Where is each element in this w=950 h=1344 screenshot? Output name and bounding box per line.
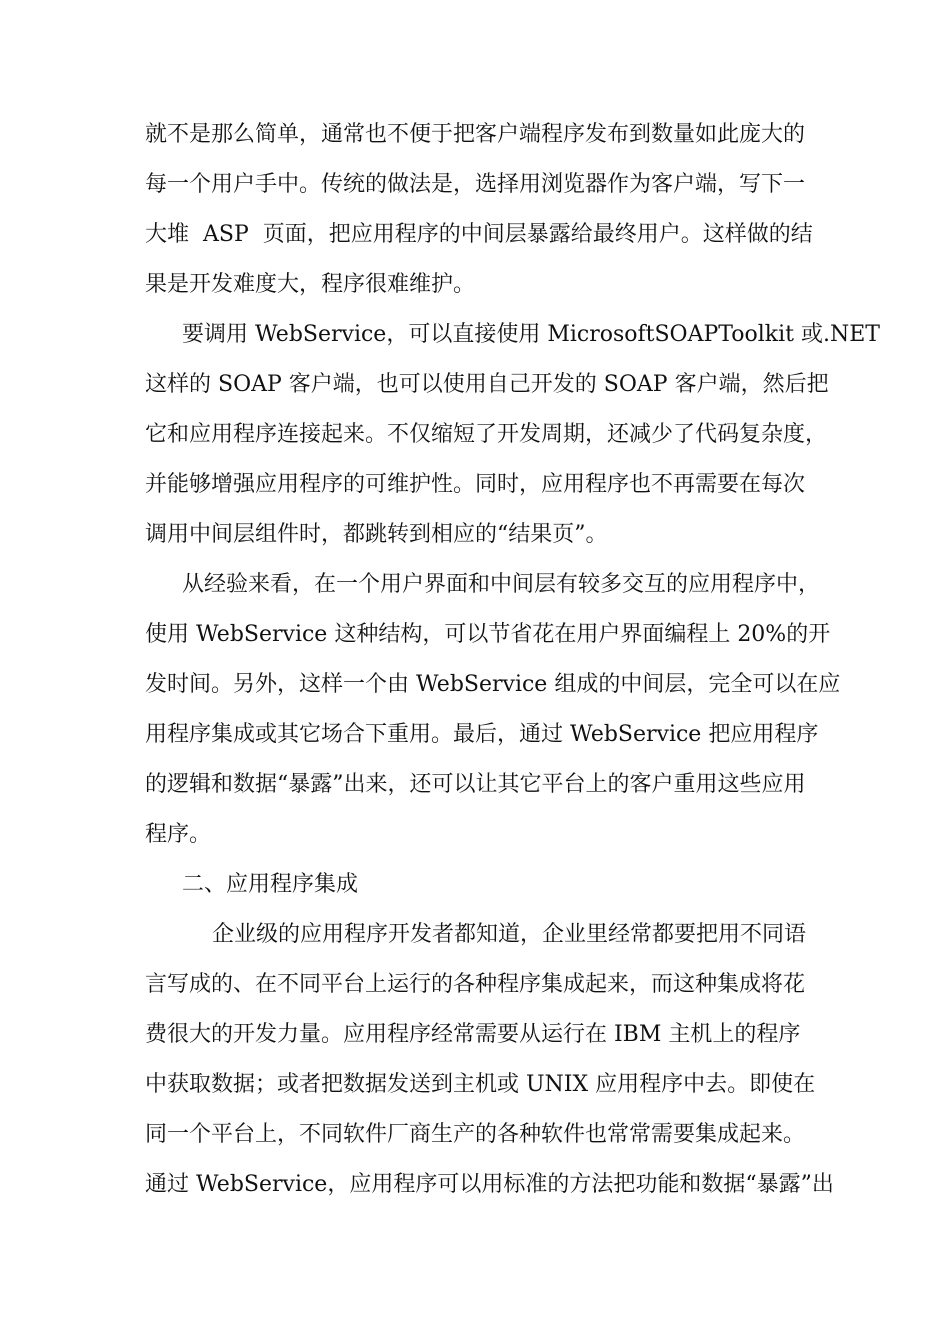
text-line-17: 企业级的应用程序开发者都知道，企业里经常都要把用不同语 bbox=[212, 922, 807, 947]
text-line-13: 用程序集成或其它场合下重用。最后，通过 WebService 把应用程序 bbox=[145, 722, 819, 747]
text-line-4: 果是开发难度大，程序很难维护。 bbox=[145, 272, 476, 297]
text-line-3: 大堆 ASP 页面，把应用程序的中间层暴露给最终用户。这样做的结 bbox=[145, 222, 813, 247]
text-line-18: 言写成的、在不同平台上运行的各种程序集成起来，而这种集成将花 bbox=[145, 972, 806, 997]
text-line-5: 要调用 WebService，可以直接使用 MicrosoftSOAPToolkit 或.NET bbox=[182, 322, 880, 347]
text-line-2: 每一个用户手中。传统的做法是，选择用浏览器作为客户端，写下一 bbox=[145, 172, 806, 197]
text-line-8: 并能够增强应用程序的可维护性。同时，应用程序也不再需要在每次 bbox=[145, 472, 806, 497]
text-line-15: 程序。 bbox=[145, 822, 212, 847]
text-line-6: 这样的 SOAP 客户端，也可以使用自己开发的 SOAP 客户端，然后把 bbox=[145, 372, 829, 397]
text-line-10: 从经验来看，在一个用户界面和中间层有较多交互的应用程序中， bbox=[182, 572, 821, 597]
text-line-21: 同一个平台上，不同软件厂商生产的各种软件也常常需要集成起来。 bbox=[145, 1122, 806, 1147]
section-heading: 二、应用程序集成 bbox=[182, 872, 359, 897]
text-line-11: 使用 WebService 这种结构，可以节省花在用户界面编程上 20%的开 bbox=[145, 622, 831, 647]
text-line-14: 的逻辑和数据“暴露”出来，还可以让其它平台上的客户重用这些应用 bbox=[145, 772, 806, 797]
text-line-7: 它和应用程序连接起来。不仅缩短了开发周期，还减少了代码复杂度， bbox=[145, 422, 828, 447]
text-line-9: 调用中间层组件时，都跳转到相应的“结果页”。 bbox=[145, 522, 608, 547]
text-line-12: 发时间。另外，这样一个由 WebService 组成的中间层，完全可以在应 bbox=[145, 672, 841, 697]
text-line-22: 通过 WebService，应用程序可以用标准的方法把功能和数据“暴露”出 bbox=[145, 1172, 834, 1197]
text-line-20: 中获取数据；或者把数据发送到主机或 UNIX 应用程序中去。即使在 bbox=[145, 1072, 816, 1097]
text-line-1: 就不是那么简单，通常也不便于把客户端程序发布到数量如此庞大的 bbox=[145, 122, 806, 147]
text-line-19: 费很大的开发力量。应用程序经常需要从运行在 IBM 主机上的程序 bbox=[145, 1022, 801, 1047]
